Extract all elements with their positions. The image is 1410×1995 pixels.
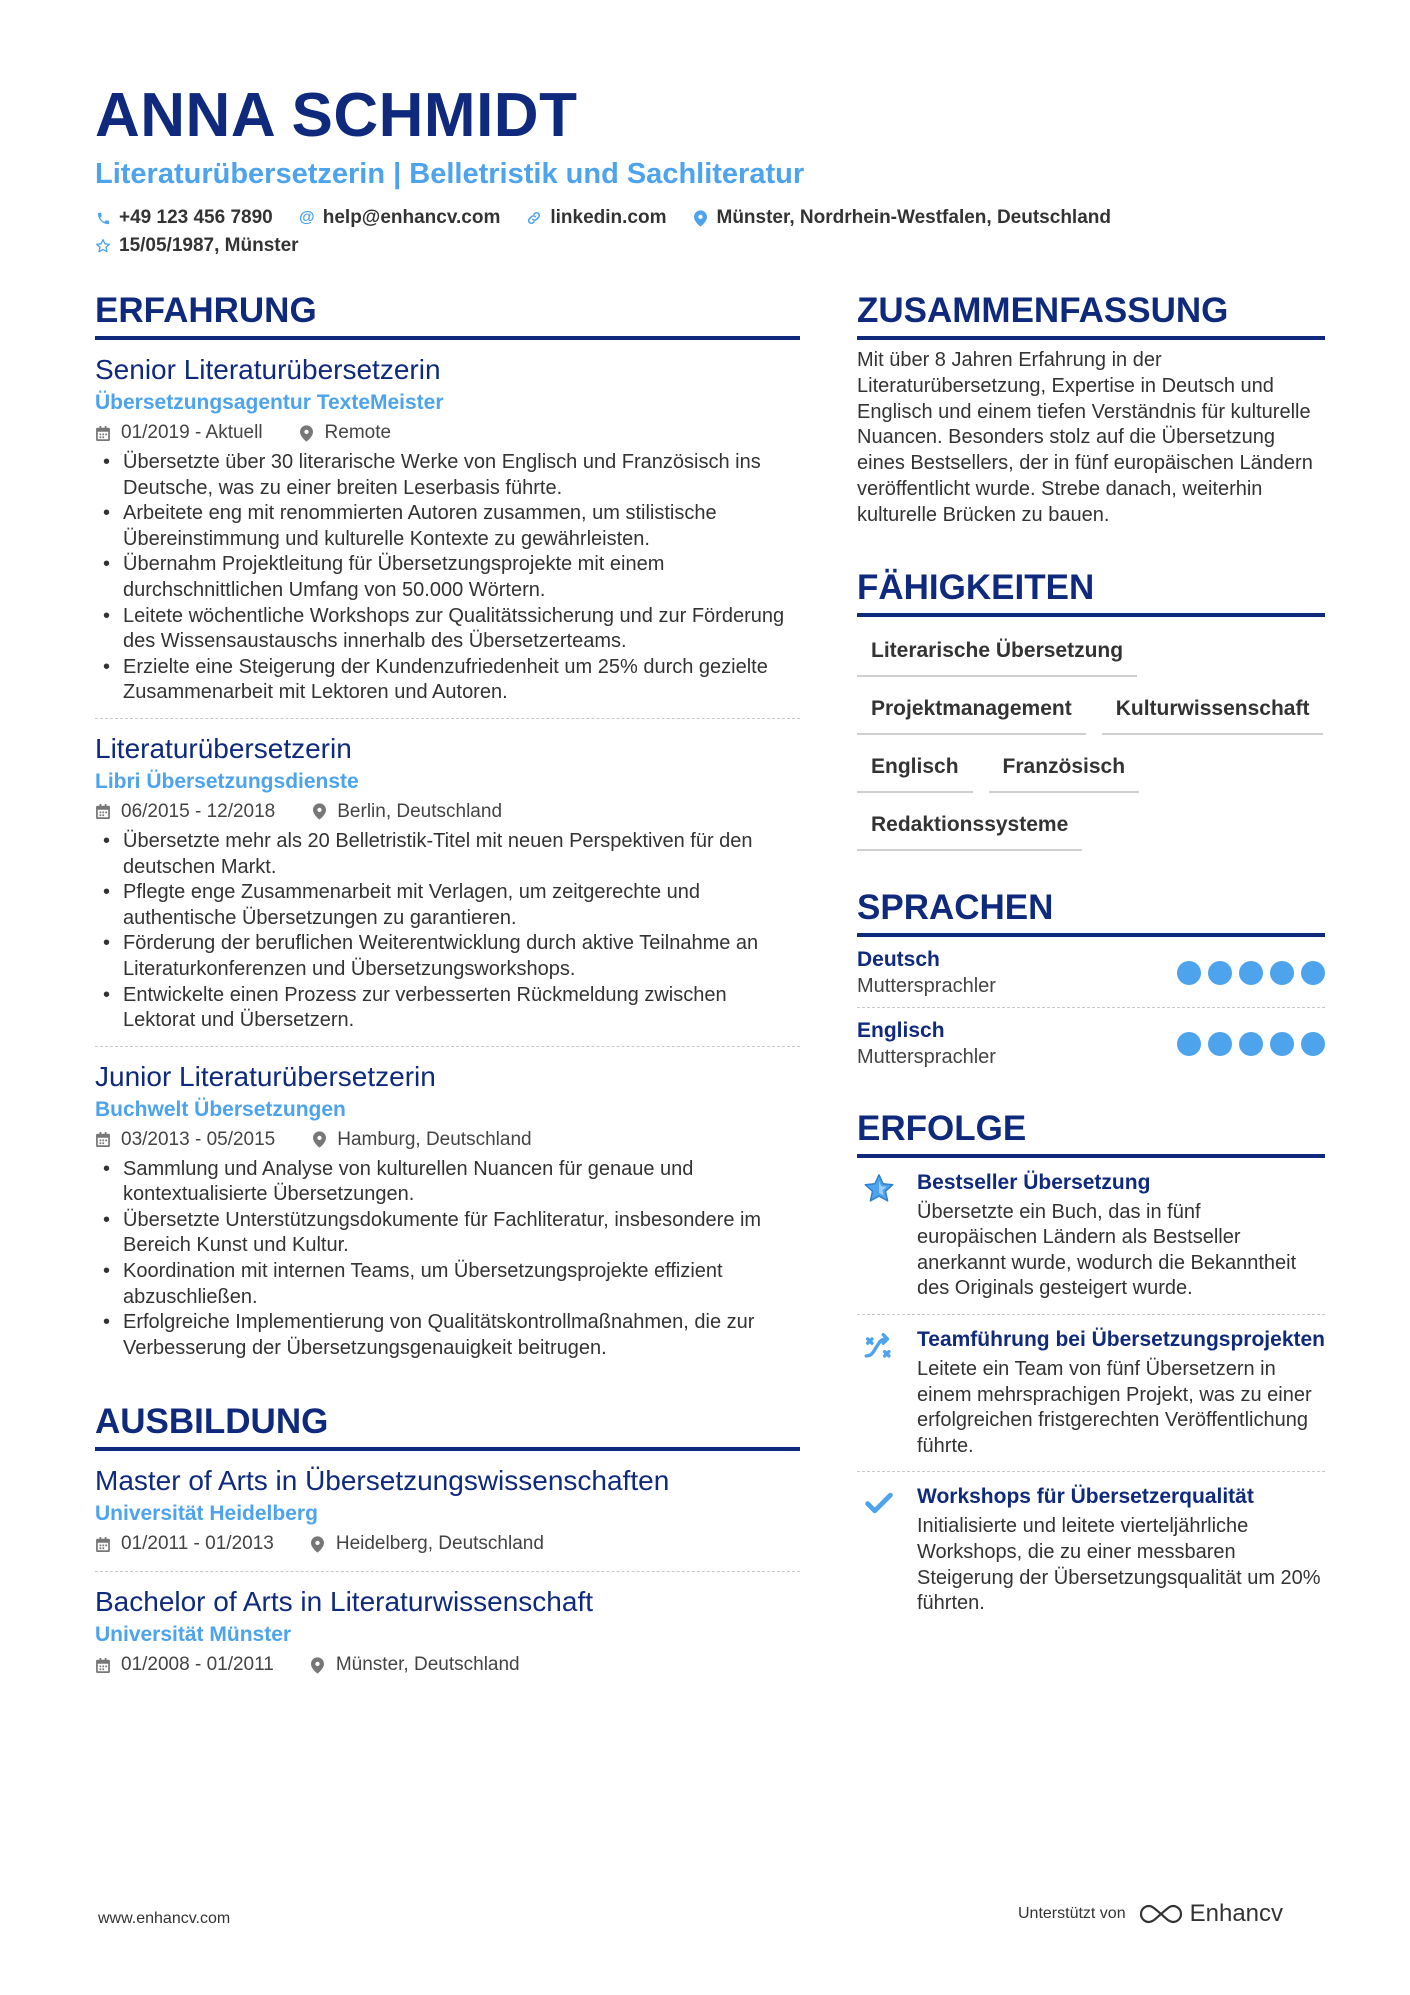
location-text: Remote bbox=[324, 422, 392, 443]
skills-list bbox=[857, 633, 1325, 851]
language-info bbox=[857, 1018, 996, 1070]
achievement-description: Initialisierte und leitete vierteljährliche Workshops, die zu einer messbaren Steigerung der Übersetzungsqualität um 20% führten. bbox=[917, 1515, 1321, 1615]
summary-text: Mit über 8 Jahren Erfahrung in der Literaturübersetzung, Expertise in Deutsch und Englisch und einem tiefen Verständnis für kulturelle Nuancen. Besonders stolz auf die Übersetzung eines Bestsellers, der in fünf europäischen Ländern veröffentlicht wurde. Strebe danach, weiterhin kulturelle Brücken zu bauen. bbox=[857, 349, 1313, 526]
location-pin-icon bbox=[311, 803, 327, 820]
rating-dot bbox=[1177, 961, 1201, 985]
skill-tag: Englisch bbox=[857, 749, 973, 793]
skills-heading: FÄHIGKEITEN bbox=[857, 567, 1325, 617]
left-column bbox=[95, 290, 800, 1692]
achievement-title: Workshops für Übersetzerqualität bbox=[917, 1485, 1254, 1509]
job-bullets bbox=[95, 1157, 800, 1362]
language-level: Muttersprachler bbox=[857, 1045, 996, 1068]
job-bullets bbox=[95, 829, 800, 1034]
location-text: Münster, Deutschland bbox=[335, 1654, 520, 1676]
skill-tag: Redaktionssysteme bbox=[857, 807, 1082, 851]
job-meta bbox=[95, 418, 800, 448]
bullet-item: • Sammlung und Analyse von kulturellen Nuancen für genaue und kontextualisierte Übersetzungen. bbox=[95, 1157, 800, 1208]
bullet-item: • Erfolgreiche Implementierung von Qualitätskontrollmaßnahmen, die zur Verbesserung der Übersetzungsgenauigkeit beitrugen. bbox=[95, 1310, 800, 1361]
bullet-item: • Pflegte enge Zusammenarbeit mit Verlagen, um zeitgerechte und authentische Übersetzungen zu garantieren. bbox=[95, 880, 800, 931]
star-outline-icon bbox=[95, 238, 111, 254]
infinity-logo-icon bbox=[1138, 1903, 1184, 1925]
degree-title: Bachelor of Arts in Literaturwissenschaft bbox=[95, 1586, 594, 1618]
location-pin-icon bbox=[693, 209, 709, 227]
phone-icon bbox=[95, 209, 111, 227]
dates-text: 01/2011 - 01/2013 bbox=[121, 1533, 274, 1555]
powered-by-text: Unterstützt von bbox=[1018, 1905, 1126, 1922]
school-name: Universität Heidelberg bbox=[95, 1502, 318, 1526]
achievement-body bbox=[917, 1327, 1325, 1459]
achievement-body bbox=[917, 1170, 1325, 1302]
language-info bbox=[857, 947, 996, 999]
skill-tag: Französisch bbox=[989, 749, 1140, 793]
achievement-title: Teamführung bei Übersetzungsprojekten bbox=[917, 1327, 1325, 1351]
skill-tag: Literarische Übersetzung bbox=[857, 633, 1137, 677]
bullet-item: • Übersetzte mehr als 20 Belletristik-Titel mit neuen Perspektiven für den deutschen Markt. bbox=[95, 829, 800, 880]
link-icon bbox=[526, 209, 542, 227]
linkedin-text[interactable]: linkedin.com bbox=[550, 207, 667, 228]
location-text: Hamburg, Deutschland bbox=[337, 1128, 532, 1150]
job-title: Senior Literaturübersetzerin bbox=[95, 354, 441, 385]
rating-dot bbox=[1239, 961, 1263, 985]
job-title: Junior Literaturübersetzerin bbox=[95, 1060, 436, 1092]
location-text: Berlin, Deutschland bbox=[337, 800, 503, 822]
skill-tag: Kulturwissenschaft bbox=[1102, 691, 1324, 735]
experience-list bbox=[95, 340, 800, 1373]
bullet-item: • Übersetzte Unterstützungsdokumente für Fachliteratur, insbesondere im Bereich Kunst und Kultur. bbox=[95, 1208, 800, 1259]
language-name: Englisch bbox=[857, 1018, 945, 1042]
candidate-name: ANNA SCHMIDT bbox=[95, 81, 578, 150]
achievements-heading: ERFOLGE bbox=[857, 1108, 1325, 1158]
rating-dot bbox=[1239, 1032, 1263, 1056]
footer-branding bbox=[1018, 1900, 1283, 1928]
resume-header bbox=[95, 80, 1325, 260]
contact-birth bbox=[95, 232, 1325, 260]
degree-title: Master of Arts in Übersetzungswissenschaften bbox=[95, 1465, 670, 1497]
dates-text: 06/2015 - 12/2018 bbox=[121, 800, 276, 822]
education-dates bbox=[95, 1529, 274, 1559]
job-bullets bbox=[95, 450, 800, 706]
rating-dot bbox=[1270, 1032, 1294, 1056]
experience-heading: ERFAHRUNG bbox=[95, 290, 800, 340]
rating-dot bbox=[1301, 961, 1325, 985]
education-entry bbox=[95, 1451, 800, 1572]
achievement-entry bbox=[857, 1315, 1325, 1472]
achievement-entry bbox=[857, 1472, 1325, 1628]
language-rating bbox=[1177, 1032, 1325, 1056]
job-location bbox=[311, 797, 502, 827]
at-icon: @ bbox=[298, 209, 315, 226]
rating-dot bbox=[1301, 1032, 1325, 1056]
experience-entry bbox=[95, 1047, 800, 1374]
right-column bbox=[857, 290, 1325, 1629]
calendar-icon bbox=[95, 1132, 111, 1147]
achievement-body bbox=[917, 1484, 1325, 1616]
location-pin-icon bbox=[310, 1657, 326, 1674]
footer-website[interactable]: www.enhancv.com bbox=[98, 1910, 231, 1927]
bullet-item: • Leitete wöchentliche Workshops zur Qualitätssicherung und zur Förderung des Wissensaustauschs innerhalb des Übersetzerteams. bbox=[95, 604, 800, 655]
achievement-description: Übersetzte ein Buch, das in fünf europäischen Ländern als Bestseller anerkannt wurde, wodurch die Bekanntheit des Originals gesteigert wurde. bbox=[917, 1200, 1297, 1300]
company-name: Buchwelt Übersetzungen bbox=[95, 1097, 346, 1121]
job-dates bbox=[95, 418, 263, 448]
job-location bbox=[311, 1125, 531, 1155]
job-dates bbox=[95, 797, 275, 827]
calendar-icon bbox=[95, 426, 111, 441]
calendar-icon bbox=[95, 1537, 111, 1552]
rating-dot bbox=[1270, 961, 1294, 985]
rating-dot bbox=[1208, 961, 1232, 985]
education-location bbox=[310, 1650, 520, 1680]
education-entry bbox=[95, 1572, 800, 1692]
contact-info bbox=[95, 204, 1325, 232]
bullet-item: • Arbeitete eng mit renommierten Autoren zusammen, um stilistische Übereinstimmung und kulturelle Kontexte zu gewährleisten. bbox=[95, 501, 800, 552]
email-text[interactable]: help@enhancv.com bbox=[322, 207, 501, 228]
language-entry bbox=[857, 937, 1325, 1008]
experience-entry bbox=[95, 340, 800, 719]
job-meta bbox=[95, 797, 800, 827]
skill-tag: Projektmanagement bbox=[857, 691, 1086, 735]
birth-text: 15/05/1987, Münster bbox=[119, 235, 299, 256]
education-meta bbox=[95, 1529, 800, 1559]
languages-heading: SPRACHEN bbox=[857, 887, 1325, 937]
bullet-item: • Entwickelte einen Prozess zur verbesserten Rückmeldung zwischen Lektorat und Übersetzern. bbox=[95, 983, 800, 1034]
achievements-list bbox=[857, 1158, 1325, 1629]
job-meta bbox=[95, 1125, 800, 1155]
bullet-item: • Übernahm Projektleitung für Übersetzungsprojekte mit einem durchschnittlichen Umfang von 50.000 Wörtern. bbox=[95, 552, 800, 603]
dates-text: 03/2013 - 05/2015 bbox=[121, 1128, 276, 1150]
star-icon bbox=[857, 1170, 901, 1302]
checkmark-icon bbox=[857, 1484, 901, 1616]
company-name: Libri Übersetzungsdienste bbox=[95, 769, 359, 793]
education-dates bbox=[95, 1650, 274, 1680]
education-location bbox=[310, 1529, 544, 1559]
location-pin-icon bbox=[299, 425, 315, 442]
phone-text: +49 123 456 7890 bbox=[119, 207, 273, 228]
language-name: Deutsch bbox=[857, 947, 940, 971]
contact-phone bbox=[95, 204, 273, 232]
achievement-description: Leitete ein Team von fünf Übersetzern in einem mehrsprachigen Projekt, was zu einer erfolgreichen fristgerechten Veröffentlichung führte. bbox=[917, 1357, 1312, 1457]
location-text: Heidelberg, Deutschland bbox=[335, 1533, 544, 1555]
calendar-icon bbox=[95, 1658, 111, 1673]
rating-dot bbox=[1177, 1032, 1201, 1056]
language-rating bbox=[1177, 961, 1325, 985]
candidate-subtitle: Literaturübersetzerin | Belletristik und Sachliteratur bbox=[95, 158, 805, 190]
job-title: Literaturübersetzerin bbox=[95, 732, 352, 764]
location-pin-icon bbox=[310, 1536, 326, 1553]
language-level: Muttersprachler bbox=[857, 974, 996, 997]
achievement-entry bbox=[857, 1158, 1325, 1315]
enhancv-logo[interactable] bbox=[1138, 1900, 1283, 1928]
brand-name: Enhancv bbox=[1189, 1900, 1284, 1927]
contact-location bbox=[693, 204, 1111, 232]
achievement-title: Bestseller Übersetzung bbox=[917, 1170, 1151, 1194]
language-entry bbox=[857, 1008, 1325, 1078]
summary-heading: ZUSAMMENFASSUNG bbox=[857, 290, 1325, 340]
job-dates bbox=[95, 1125, 275, 1155]
experience-entry bbox=[95, 719, 800, 1047]
calendar-icon bbox=[95, 804, 111, 819]
education-heading: AUSBILDUNG bbox=[95, 1401, 800, 1451]
job-location bbox=[299, 418, 392, 448]
dates-text: 01/2008 - 01/2011 bbox=[121, 1654, 274, 1676]
bullet-item: • Übersetzte über 30 literarische Werke von Englisch und Französisch ins Deutsche, was zu einer breiten Leserbasis führte. bbox=[95, 450, 800, 501]
languages-list bbox=[857, 937, 1325, 1078]
contact-email[interactable] bbox=[299, 204, 501, 232]
school-name: Universität Münster bbox=[95, 1623, 292, 1647]
bullet-item: • Erzielte eine Steigerung der Kundenzufriedenheit um 25% durch gezielte Zusammenarbeit mit Lektoren und Autoren. bbox=[95, 655, 800, 706]
rating-dot bbox=[1208, 1032, 1232, 1056]
route-icon bbox=[857, 1327, 901, 1459]
education-list bbox=[95, 1451, 800, 1692]
location-text: Münster, Nordrhein-Westfalen, Deutschland bbox=[716, 207, 1111, 228]
location-pin-icon bbox=[311, 1131, 327, 1148]
education-meta bbox=[95, 1650, 800, 1680]
company-name: Übersetzungsagentur TexteMeister bbox=[95, 391, 444, 414]
dates-text: 01/2019 - Aktuell bbox=[121, 422, 263, 443]
bullet-item: • Koordination mit internen Teams, um Übersetzungsprojekte effizient abzuschließen. bbox=[95, 1259, 800, 1310]
contact-linkedin[interactable] bbox=[526, 204, 666, 232]
bullet-item: • Förderung der beruflichen Weiterentwicklung durch aktive Teilnahme an Literaturkonferenzen und Übersetzungsworkshops. bbox=[95, 931, 800, 982]
